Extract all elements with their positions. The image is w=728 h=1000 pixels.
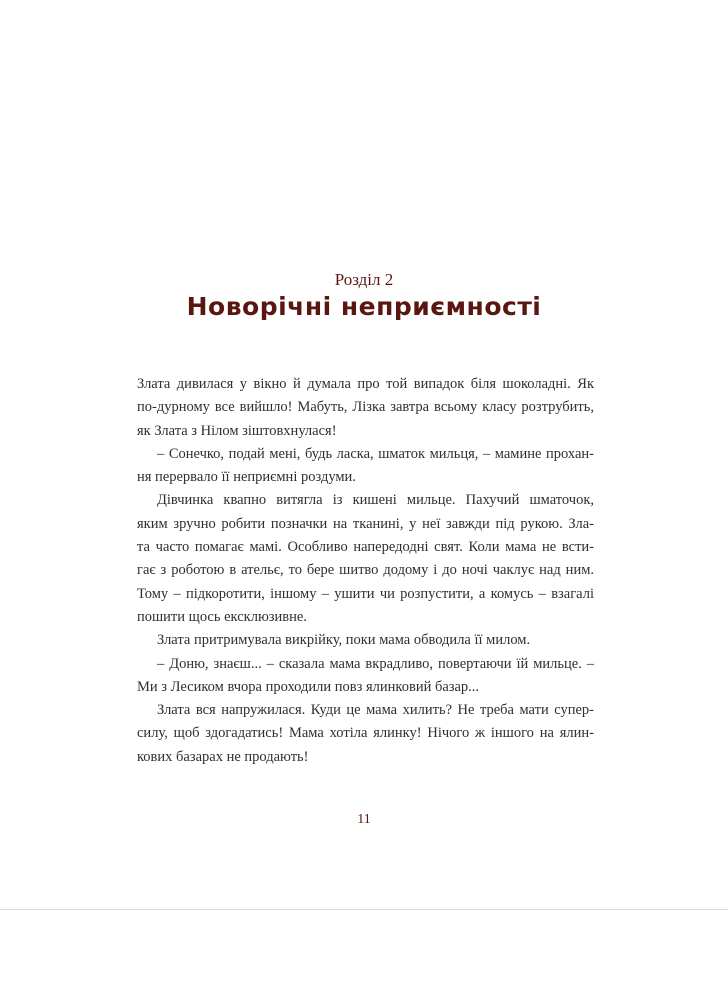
text-line: Злата притримувала викрійку, поки мама обводила її милом. <box>157 632 531 649</box>
chapter-title: Новорічні неприємності <box>186 292 542 321</box>
text-line: гає з роботою в ательє, то бере шитво додому і до ночі чаклує над ним. <box>137 562 594 579</box>
text-line: – Сонечко, подай мені, будь ласка, шматок мильця, – мамине прохан- <box>157 445 594 462</box>
text-line: силу, щоб здогадатись! Мама хотіла ялинку! Нічого ж іншого на ялин- <box>137 725 594 742</box>
text-line: та часто помагає мамі. Особливо напередодні свят. Коли мама не всти- <box>137 539 594 556</box>
divider <box>0 909 728 910</box>
text-line: ня перервало її неприємні роздуми. <box>137 469 356 486</box>
text-line: Злата дивилася у вікно й думала про той випадок біля шоколадні. Як <box>137 376 594 392</box>
text-line: Злата вся напружилася. Куди це мама хилить? Не треба мати супер- <box>157 702 594 719</box>
text-line: як Злата з Нілом зіштовхнулася! <box>137 422 337 439</box>
text-line: Ми з Лесиком вчора проходили повз ялинковий базар... <box>137 678 480 695</box>
text-line: – Доню, знаєш... – сказала мама вкрадливо, повертаючи їй мильце. – <box>157 655 594 672</box>
chapter-label: Розділ 2 <box>334 270 394 289</box>
page-number: 11 <box>357 812 371 827</box>
text-line: по-дурному все вийшло! Мабуть, Лізка завтра всьому класу розтрубить, <box>137 399 594 416</box>
text-line: пошити щось ексклюзивне. <box>137 608 307 625</box>
text-line: кових базарах не продають! <box>137 748 309 765</box>
text-line: яким зручно робити позначки на тканині, у неї завжди під рукою. Зла- <box>137 515 594 532</box>
text-line: Дівчинка квапно витягла із кишені мильце. Пахучий шматочок, <box>157 492 594 509</box>
chapter-body-text <box>137 373 594 769</box>
text-line: Тому – підкоротити, іншому – ушити чи розпустити, а комусь – взагалі <box>137 585 594 602</box>
